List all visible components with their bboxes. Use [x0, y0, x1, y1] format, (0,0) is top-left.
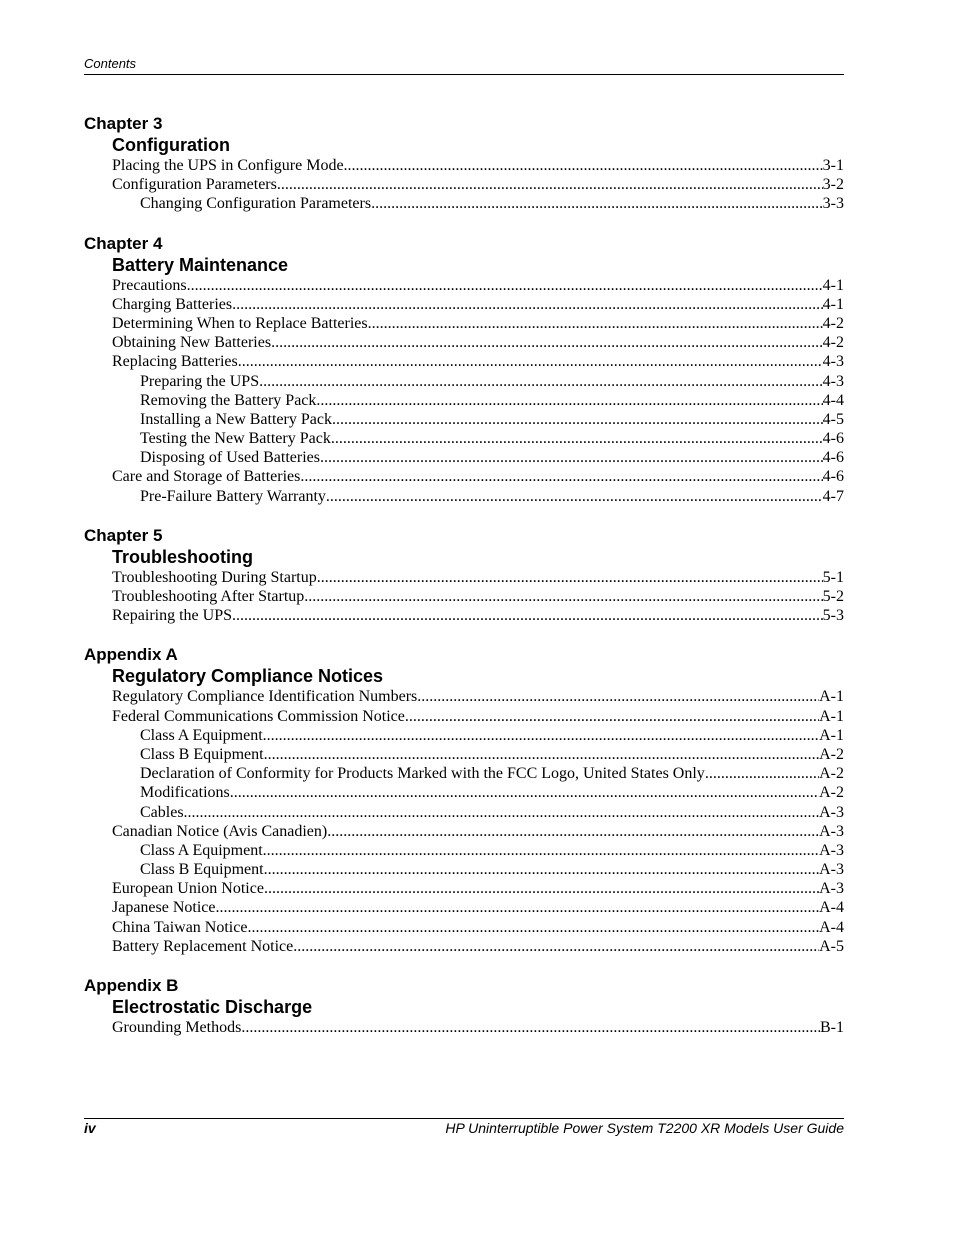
toc-entry-title: Troubleshooting After Startup: [112, 588, 305, 605]
toc-entry[interactable]: [140, 487, 844, 506]
dot-leader: [271, 333, 823, 352]
toc-entry[interactable]: [112, 314, 844, 333]
toc-entry-page: A-3: [819, 861, 844, 879]
toc-entry-page: 4-3: [822, 353, 844, 371]
dot-leader: [326, 487, 823, 506]
dot-leader: [241, 1018, 820, 1037]
toc-entry-page: 5-3: [822, 607, 844, 625]
dot-leader: [317, 568, 823, 587]
toc-entry-title: Repairing the UPS: [112, 607, 232, 625]
toc-entry[interactable]: [140, 429, 844, 448]
dot-leader: [304, 587, 822, 606]
toc-entry-page: 3-2: [822, 176, 844, 194]
toc-entry-title: Installing a New Battery Pack: [140, 410, 332, 428]
chapter-title: Electrostatic Discharge: [112, 997, 313, 1017]
toc-entry[interactable]: [112, 467, 844, 486]
toc-entry[interactable]: [112, 333, 844, 352]
chapter-label: Chapter 5: [84, 525, 163, 545]
toc-entry-title: Class A Equipment: [140, 726, 263, 744]
chapter-label: Appendix B: [84, 976, 179, 995]
toc-entry-page: A-4: [819, 899, 844, 917]
dot-leader: [184, 803, 820, 822]
toc-entry-page: A-5: [819, 937, 844, 955]
dot-leader: [332, 410, 823, 429]
toc-entry-title: China Taiwan Notice: [112, 918, 248, 936]
toc-entry-title: Care and Storage of Batteries: [112, 468, 301, 486]
toc-entry-page: A-2: [819, 784, 844, 802]
toc-entry[interactable]: [140, 194, 844, 213]
dot-leader: [247, 918, 819, 937]
toc-entry[interactable]: [140, 764, 844, 783]
toc-entry-page: 4-3: [822, 372, 844, 390]
toc-entry[interactable]: [112, 276, 844, 295]
toc-entry[interactable]: [112, 606, 844, 625]
toc-entry-page: A-3: [819, 822, 844, 840]
toc-entry-title: Federal Communications Commission Notice: [112, 707, 405, 725]
toc-entry-page: A-2: [819, 745, 844, 763]
toc-entry[interactable]: [112, 918, 844, 937]
toc-entry-page: A-4: [819, 918, 844, 936]
toc-section: [84, 975, 844, 1037]
toc-entry-title: Modifications: [140, 784, 230, 802]
toc-entry[interactable]: [112, 1018, 844, 1037]
toc-entry[interactable]: [112, 175, 844, 194]
chapter-label: Appendix A: [84, 645, 178, 665]
toc-entry-title: Placing the UPS in Configure Mode: [112, 157, 344, 174]
toc-entry[interactable]: [112, 352, 844, 371]
toc-entry[interactable]: [112, 707, 844, 726]
dot-leader: [300, 467, 822, 486]
toc-entry-page: 4-2: [822, 314, 844, 332]
dot-leader: [405, 707, 819, 726]
toc-entry-title: Charging Batteries: [112, 295, 233, 313]
footer-rule: [84, 1118, 844, 1119]
toc-entry-title: Obtaining New Batteries: [112, 334, 272, 352]
footer-document-title: HP Uninterruptible Power System T2200 XR Models User Guide: [445, 1120, 844, 1136]
dot-leader: [264, 879, 819, 898]
footer-page-number: iv: [84, 1120, 96, 1136]
toc-entry[interactable]: [112, 587, 844, 606]
toc-entry[interactable]: [140, 448, 844, 467]
dot-leader: [259, 372, 823, 391]
dot-leader: [293, 937, 819, 956]
toc-entry-title: Battery Replacement Notice: [112, 937, 294, 955]
toc-entry-page: 4-5: [822, 410, 844, 428]
dot-leader: [230, 783, 819, 802]
toc-entry-page: 4-6: [822, 468, 844, 486]
chapter-label: Chapter 4: [84, 233, 163, 253]
header-rule: [84, 74, 844, 75]
running-header: Contents: [84, 56, 137, 71]
dot-leader: [331, 429, 823, 448]
toc-entry-title: Configuration Parameters: [112, 176, 277, 194]
toc-entry-title: Declaration of Conformity for Products Marked with the FCC Logo, United States Only: [140, 765, 705, 783]
toc-entry-page: 3-1: [822, 157, 844, 174]
table-of-contents: [84, 113, 844, 1056]
chapter-label: Chapter 3: [84, 114, 163, 133]
toc-entry-title: Cables: [140, 803, 184, 821]
toc-entry-title: Pre-Failure Battery Warranty: [140, 487, 326, 505]
toc-entry-page: A-3: [819, 803, 844, 821]
toc-entry-page: A-1: [819, 688, 844, 706]
toc-entry-page: A-3: [819, 841, 844, 859]
toc-entry-page: 4-1: [822, 276, 844, 294]
toc-entry[interactable]: [140, 410, 844, 429]
dot-leader: [263, 841, 819, 860]
toc-entry[interactable]: [112, 898, 844, 917]
toc-entry[interactable]: [140, 745, 844, 764]
dot-leader: [417, 687, 819, 706]
toc-entry[interactable]: [112, 156, 844, 175]
toc-entry[interactable]: [140, 372, 844, 391]
toc-entry-page: 4-6: [822, 430, 844, 448]
toc-entry-title: Removing the Battery Pack: [140, 391, 317, 409]
toc-entry-page: A-3: [819, 880, 844, 898]
dot-leader: [316, 391, 822, 410]
toc-entry-title: Japanese Notice: [112, 899, 216, 917]
toc-entry-page: A-2: [819, 765, 844, 783]
toc-section: [84, 525, 844, 626]
toc-entry[interactable]: [140, 783, 844, 802]
toc-entry-title: Changing Configuration Parameters: [140, 195, 372, 213]
toc-entry-page: A-1: [819, 726, 844, 744]
toc-entry[interactable]: [112, 937, 844, 956]
toc-entry-title: Class B Equipment: [140, 861, 264, 879]
toc-entry-title: Canadian Notice (Avis Canadien): [112, 822, 328, 840]
toc-entry-page: 4-1: [822, 295, 844, 313]
toc-entry[interactable]: [140, 803, 844, 822]
toc-entry-title: Replacing Batteries: [112, 353, 238, 371]
chapter-title: Regulatory Compliance Notices: [112, 666, 384, 687]
toc-entry-page: B-1: [820, 1019, 844, 1036]
dot-leader: [320, 448, 823, 467]
toc-entry-title: Class A Equipment: [140, 841, 263, 859]
toc-section: [84, 644, 844, 956]
toc-entry-title: Determining When to Replace Batteries: [112, 314, 368, 332]
dot-leader: [327, 822, 819, 841]
dot-leader: [344, 156, 823, 175]
toc-entry-page: 5-1: [822, 568, 844, 586]
toc-entry-page: 5-2: [822, 588, 844, 605]
toc-entry-title: Regulatory Compliance Identification Numbers: [112, 688, 418, 706]
dot-leader: [705, 764, 819, 783]
toc-entry-page: 4-4: [822, 391, 844, 409]
dot-leader: [368, 314, 823, 333]
toc-entry-title: European Union Notice: [112, 880, 264, 898]
toc-entry-page: 4-7: [822, 487, 844, 505]
toc-entry-title: Troubleshooting During Startup: [112, 568, 317, 586]
toc-entry[interactable]: [112, 687, 844, 706]
toc-entry-page: 3-3: [822, 195, 844, 213]
toc-entry[interactable]: [140, 391, 844, 410]
toc-entry[interactable]: [112, 822, 844, 841]
toc-entry[interactable]: [112, 295, 844, 314]
dot-leader: [232, 295, 823, 314]
chapter-title: Battery Maintenance: [112, 254, 289, 275]
dot-leader: [371, 194, 823, 213]
dot-leader: [238, 352, 823, 371]
toc-entry[interactable]: [112, 568, 844, 587]
toc-entry[interactable]: [140, 841, 844, 860]
toc-entry[interactable]: [140, 726, 844, 745]
dot-leader: [277, 175, 823, 194]
toc-entry-title: Testing the New Battery Pack: [140, 430, 331, 448]
toc-entry-title: Disposing of Used Batteries: [140, 449, 320, 467]
dot-leader: [264, 745, 820, 764]
toc-entry-page: 4-6: [822, 449, 844, 467]
toc-entry-page: 4-2: [822, 334, 844, 352]
toc-entry-title: Grounding Methods: [112, 1019, 242, 1036]
toc-entry-title: Class B Equipment: [140, 745, 264, 763]
toc-entry[interactable]: [112, 879, 844, 898]
dot-leader: [264, 860, 820, 879]
toc-section: [84, 233, 844, 506]
chapter-title: Troubleshooting: [112, 546, 253, 567]
dot-leader: [232, 606, 823, 625]
toc-entry-title: Precautions: [112, 276, 187, 294]
chapter-title: Configuration: [112, 135, 230, 155]
toc-entry[interactable]: [140, 860, 844, 879]
dot-leader: [187, 276, 823, 295]
toc-entry-title: Preparing the UPS: [140, 372, 260, 390]
dot-leader: [216, 898, 820, 917]
dot-leader: [263, 726, 819, 745]
toc-entry-page: A-1: [819, 707, 844, 725]
toc-section: [84, 113, 844, 214]
